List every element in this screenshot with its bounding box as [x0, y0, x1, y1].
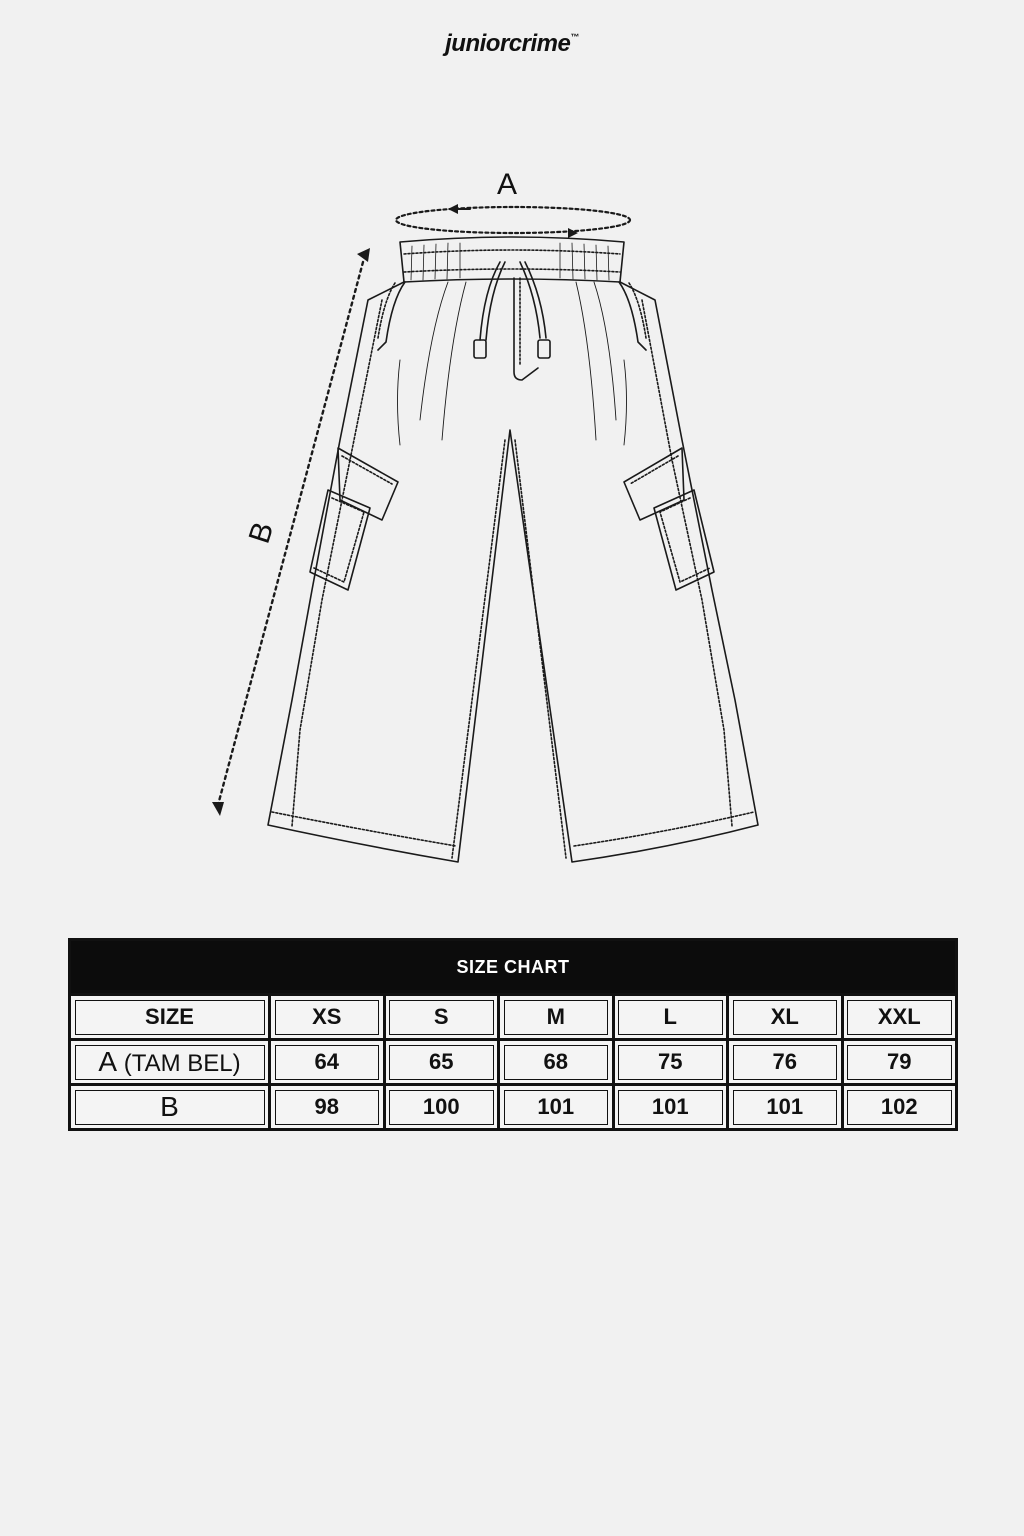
table-row-b: [70, 1085, 957, 1130]
value-a-s: 65: [384, 1040, 499, 1085]
value-b-m: 101: [499, 1085, 614, 1130]
hem-right: [574, 812, 754, 846]
value-b-xxl: 102: [842, 1085, 957, 1130]
waist-measure-ellipse: [396, 207, 630, 233]
value-a-xs: 64: [270, 1040, 385, 1085]
table-row-a: [70, 1040, 957, 1085]
value-b-s: 100: [384, 1085, 499, 1130]
drawstring-left: [480, 262, 500, 340]
size-xs: XS: [270, 995, 385, 1040]
value-a-l: 75: [613, 1040, 728, 1085]
waistband: [400, 237, 624, 282]
brand-name: juniorcrime: [445, 30, 571, 57]
size-l: L: [613, 995, 728, 1040]
value-a-m: 68: [499, 1040, 614, 1085]
value-b-xl: 101: [728, 1085, 843, 1130]
size-chart: [68, 938, 958, 1131]
size-xxl: XXL: [842, 995, 957, 1040]
size-m: M: [499, 995, 614, 1040]
value-b-l: 101: [613, 1085, 728, 1130]
value-b-xs: 98: [270, 1085, 385, 1130]
row-label-b: B: [70, 1085, 270, 1130]
dimension-label-a: A: [497, 168, 518, 201]
trademark-mark: ™: [570, 32, 579, 42]
length-measure-line: [218, 262, 363, 805]
value-a-xxl: 79: [842, 1040, 957, 1085]
size-header-row: [70, 995, 957, 1040]
size-header-label: SIZE: [70, 995, 270, 1040]
dimension-label-b: B: [242, 518, 281, 548]
size-s: S: [384, 995, 499, 1040]
size-xl: XL: [728, 995, 843, 1040]
size-chart-table: [68, 938, 958, 1131]
value-a-xl: 76: [728, 1040, 843, 1085]
row-label-a: A (TAM BEL): [70, 1040, 270, 1085]
hem-left: [272, 812, 456, 846]
fly: [514, 278, 538, 380]
pants-outline: [268, 282, 758, 862]
size-chart-title: SIZE CHART: [70, 940, 957, 995]
